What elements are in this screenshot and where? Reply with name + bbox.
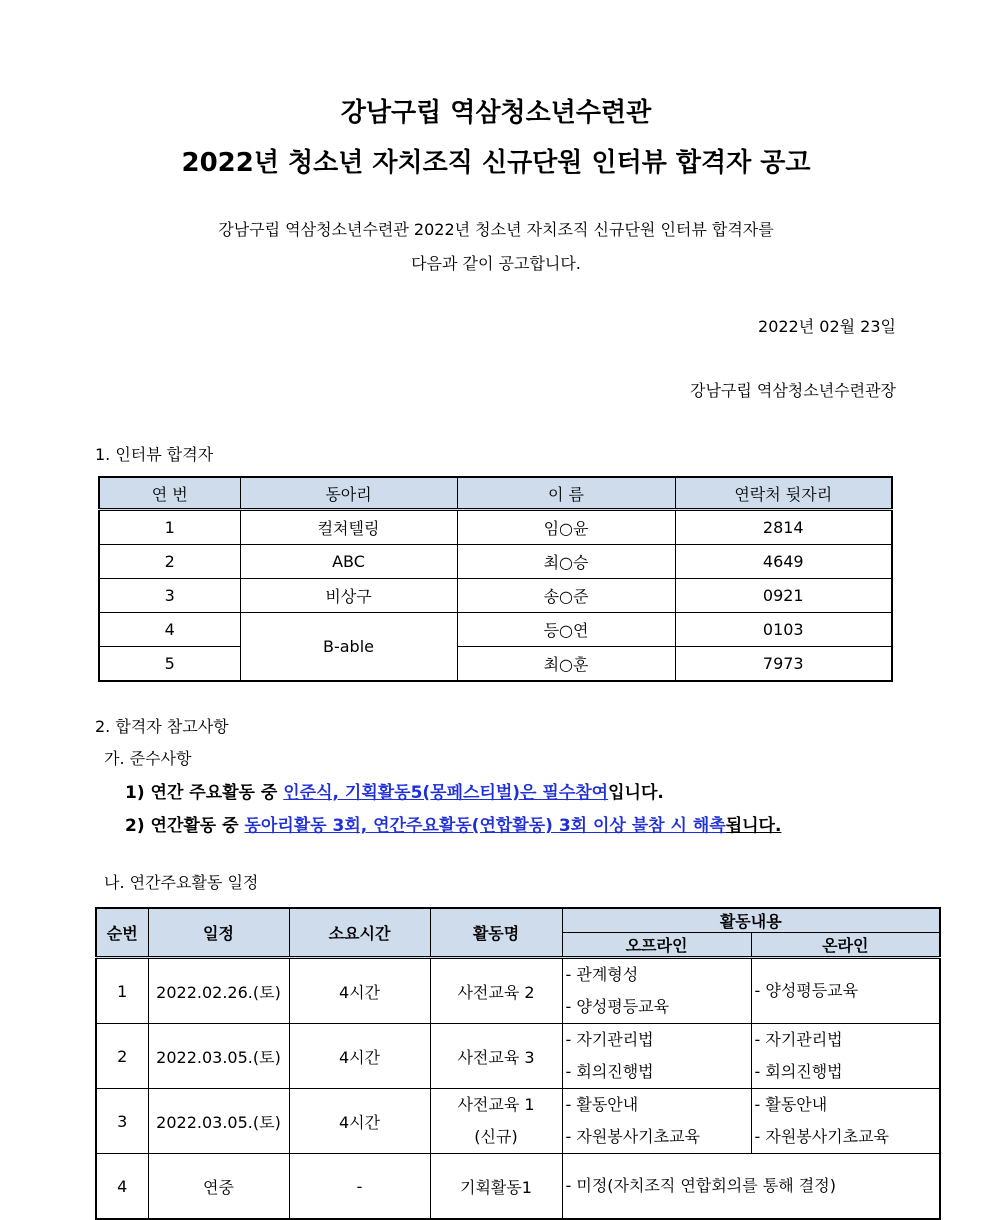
cell-no: 4	[96, 1154, 148, 1220]
activity-line: 사전교육 3	[457, 1047, 535, 1067]
cell-phone: 4649	[675, 545, 892, 579]
table-row	[99, 647, 892, 682]
table-row	[99, 613, 892, 647]
cell-no: 3	[96, 1089, 148, 1154]
cell-phone: 0921	[675, 579, 892, 613]
cell-no: 5	[99, 647, 240, 682]
intro-line-2: 다음과 같이 공고합니다.	[411, 254, 581, 273]
cell-activity: 기획활동1	[430, 1154, 562, 1220]
schedule-table	[95, 907, 941, 1220]
online-line-2: - 회의진행법	[754, 1062, 843, 1081]
col-header-no: 순번	[96, 908, 148, 958]
col-header-date: 일정	[148, 908, 289, 958]
cell-no: 2	[96, 1024, 148, 1089]
cell-club: ABC	[240, 545, 457, 579]
activity-line: 사전교육 2	[457, 982, 535, 1002]
cell-phone: 0103	[675, 613, 892, 647]
online-line-1: - 자기관리법	[754, 1030, 843, 1049]
section-2-heading: 2. 합격자 참고사항	[95, 717, 229, 736]
table-row	[96, 958, 940, 1024]
online-line-2: - 자원봉사기초교육	[754, 1127, 890, 1146]
cell-phone: 2814	[675, 510, 892, 545]
cell-hours: 4시간	[289, 1024, 430, 1089]
intro-line-1: 강남구립 역삼청소년수련관 2022년 청소년 자치조직 신규단원 인터뷰 합격자를	[218, 220, 774, 239]
cell-name: 최○훈	[457, 647, 675, 682]
table-row	[96, 1089, 940, 1154]
online-line-1: - 활동안내	[754, 1095, 828, 1114]
subsection-b-heading: 나. 연간주요활동 일정	[104, 873, 259, 892]
col-header-activity: 활동명	[430, 908, 562, 958]
passers-table	[98, 476, 893, 682]
page-subtitle: 2022년 청소년 자치조직 신규단원 인터뷰 합격자 공고	[181, 148, 811, 178]
cell-no: 3	[99, 579, 240, 613]
rule-1-suffix: 입니다.	[608, 783, 664, 803]
col-header-name: 이 름	[457, 477, 675, 510]
rule-2-highlight: 동아리활동 3회, 연간주요활동(연합활동) 3회 이상 불참 시 해촉	[244, 816, 726, 836]
cell-name: 등○연	[457, 613, 675, 647]
table-row	[96, 1024, 940, 1089]
cell-hours: 4시간	[289, 1089, 430, 1154]
rule-1	[125, 778, 664, 803]
cell-phone: 7973	[675, 647, 892, 682]
page-title: 강남구립 역삼청소년수련관	[340, 98, 652, 128]
cell-name: 임○윤	[457, 510, 675, 545]
offline-line-2: - 양성평등교육	[565, 997, 670, 1016]
cell-content: - 미정(자치조직 연합회의를 통해 결정)	[562, 1154, 940, 1220]
cell-no: 2	[99, 545, 240, 579]
table-row	[99, 545, 892, 579]
cell-offline	[562, 958, 751, 1024]
section-1-heading: 1. 인터뷰 합격자	[95, 445, 214, 464]
schedule-header-row	[96, 908, 940, 933]
col-header-offline: 오프라인	[562, 933, 751, 958]
col-header-club: 동아리	[240, 477, 457, 510]
cell-activity	[430, 1024, 562, 1089]
cell-club: 비상구	[240, 579, 457, 613]
table-row	[99, 579, 892, 613]
cell-online	[751, 1024, 940, 1089]
activity-line-2: (신규)	[474, 1127, 518, 1146]
rule-1-number: 1)	[125, 783, 145, 803]
offline-line-1: - 자기관리법	[565, 1030, 654, 1049]
notice-date: 2022년 02월 23일	[758, 317, 896, 336]
cell-club: 컬쳐텔링	[240, 510, 457, 545]
cell-activity	[430, 958, 562, 1024]
table-row	[96, 1154, 940, 1220]
rule-2	[125, 811, 781, 836]
rule-2-number: 2)	[125, 816, 145, 836]
online-line-1: - 양성평등교육	[754, 981, 859, 1000]
offline-line-2: - 회의진행법	[565, 1062, 654, 1081]
offline-line-2: - 자원봉사기초교육	[565, 1127, 701, 1146]
cell-club: B-able	[240, 613, 457, 682]
cell-name: 송○준	[457, 579, 675, 613]
rule-2-suffix: 됩니다.	[725, 816, 782, 836]
subsection-a-heading: 가. 준수사항	[104, 749, 192, 768]
cell-date: 2022.03.05.(토)	[148, 1024, 289, 1089]
cell-no: 1	[96, 958, 148, 1024]
cell-online	[751, 958, 940, 1024]
cell-name: 최○승	[457, 545, 675, 579]
table-header-row	[99, 477, 892, 510]
cell-no: 4	[99, 613, 240, 647]
cell-hours: -	[289, 1154, 430, 1220]
signer: 강남구립 역삼청소년수련관장	[689, 381, 896, 400]
table-row	[99, 510, 892, 545]
offline-line-1: - 활동안내	[565, 1095, 639, 1114]
cell-activity	[430, 1089, 562, 1154]
activity-line: 사전교육 1	[457, 1095, 535, 1114]
cell-hours: 4시간	[289, 958, 430, 1024]
rule-1-prefix: 연간 주요활동 중	[150, 783, 284, 803]
cell-date: 연중	[148, 1154, 289, 1220]
col-header-hours: 소요시간	[289, 908, 430, 958]
cell-online	[751, 1089, 940, 1154]
col-header-online: 온라인	[751, 933, 940, 958]
col-header-phone: 연락처 뒷자리	[675, 477, 892, 510]
col-header-content: 활동내용	[562, 908, 940, 933]
cell-date: 2022.03.05.(토)	[148, 1089, 289, 1154]
rule-2-prefix: 연간활동 중	[150, 816, 245, 836]
cell-offline	[562, 1089, 751, 1154]
cell-offline	[562, 1024, 751, 1089]
rule-1-highlight: 인준식, 기획활동5(몽페스티벌)은 필수참여	[283, 783, 609, 803]
cell-no: 1	[99, 510, 240, 545]
cell-date: 2022.02.26.(토)	[148, 958, 289, 1024]
col-header-no: 연 번	[99, 477, 240, 510]
offline-line-1: - 관계형성	[565, 965, 639, 984]
